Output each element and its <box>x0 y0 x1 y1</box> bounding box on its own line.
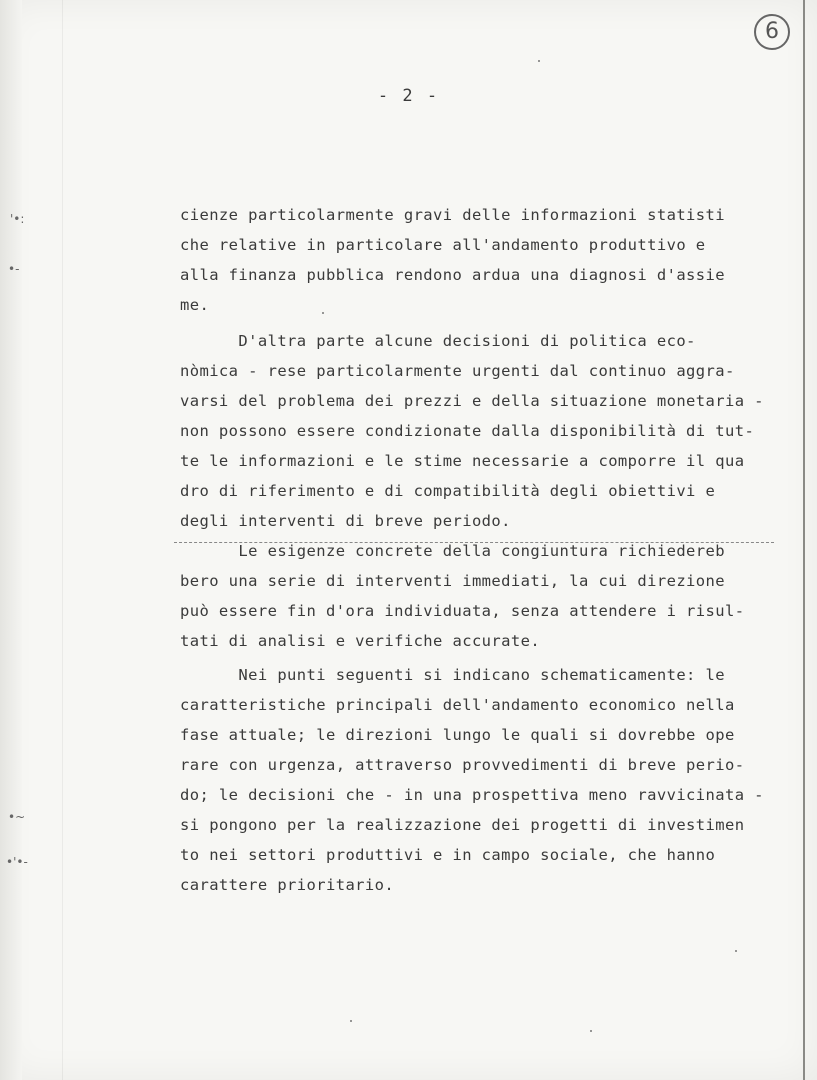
text-line: tati di analisi e verifiche accurate. <box>180 632 541 650</box>
scan-speck <box>735 950 737 952</box>
scan-speck <box>538 60 540 62</box>
text-line: bero una serie di interventi immediati, la cui direzione <box>180 572 725 590</box>
text-line: to nei settori produttivi e in campo sociale, che hanno <box>180 846 716 864</box>
text-line: nòmica - rese particolarmente urgenti dal continuo aggra- <box>180 362 735 380</box>
scan-speck <box>322 312 324 314</box>
paragraph-2 <box>180 326 780 536</box>
margin-mark: '•: <box>10 212 25 226</box>
text-line: dro di riferimento e di compatibilità degli obiettivi e <box>180 482 716 500</box>
scan-speck <box>590 1030 592 1032</box>
text-line: si pongono per la realizzazione dei progetti di investimen <box>180 816 745 834</box>
paragraph-1 <box>180 200 780 320</box>
paragraph-3 <box>180 536 780 656</box>
text-line: do; le decisioni che - in una prospettiva meno ravvicinata - <box>180 786 764 804</box>
circled-page-number: 6 <box>754 14 790 50</box>
margin-mark: •~ <box>8 810 26 824</box>
text-line: me. <box>180 296 210 314</box>
text-line: alla finanza pubblica rendono ardua una diagnosi d'assie <box>180 266 725 284</box>
paper-fold-line <box>62 0 63 1080</box>
text-line: cienze particolarmente gravi delle informazioni statisti <box>180 206 725 224</box>
text-line: Le esigenze concrete della congiuntura richiedereb <box>180 542 725 560</box>
margin-mark: •'•- <box>6 855 28 869</box>
text-line: Nei punti seguenti si indicano schematicamente: le <box>180 666 725 684</box>
scan-edge-shadow <box>0 0 25 1080</box>
page-number: - 2 - <box>377 86 440 106</box>
paragraph-4 <box>180 660 780 900</box>
text-line: D'altra parte alcune decisioni di politica eco- <box>180 332 696 350</box>
text-line: degli interventi di breve periodo. <box>180 512 511 530</box>
scan-right-border <box>803 0 805 1080</box>
text-line: può essere fin d'ora individuata, senza attendere i risul- <box>180 602 745 620</box>
text-line: non possono essere condizionate dalla disponibilità di tut- <box>180 422 755 440</box>
text-line: che relative in particolare all'andamento produttivo e <box>180 236 706 254</box>
text-line: rare con urgenza, attraverso provvedimenti di breve perio- <box>180 756 745 774</box>
text-line: te le informazioni e le stime necessarie a comporre il qua <box>180 452 745 470</box>
text-line: caratteristiche principali dell'andamento economico nella <box>180 696 735 714</box>
margin-mark: •- <box>8 262 20 276</box>
text-line: fase attuale; le direzioni lungo le quali si dovrebbe ope <box>180 726 735 744</box>
scan-speck <box>350 1020 352 1022</box>
text-line: carattere prioritario. <box>180 876 395 894</box>
text-line: varsi del problema dei prezzi e della situazione monetaria - <box>180 392 764 410</box>
